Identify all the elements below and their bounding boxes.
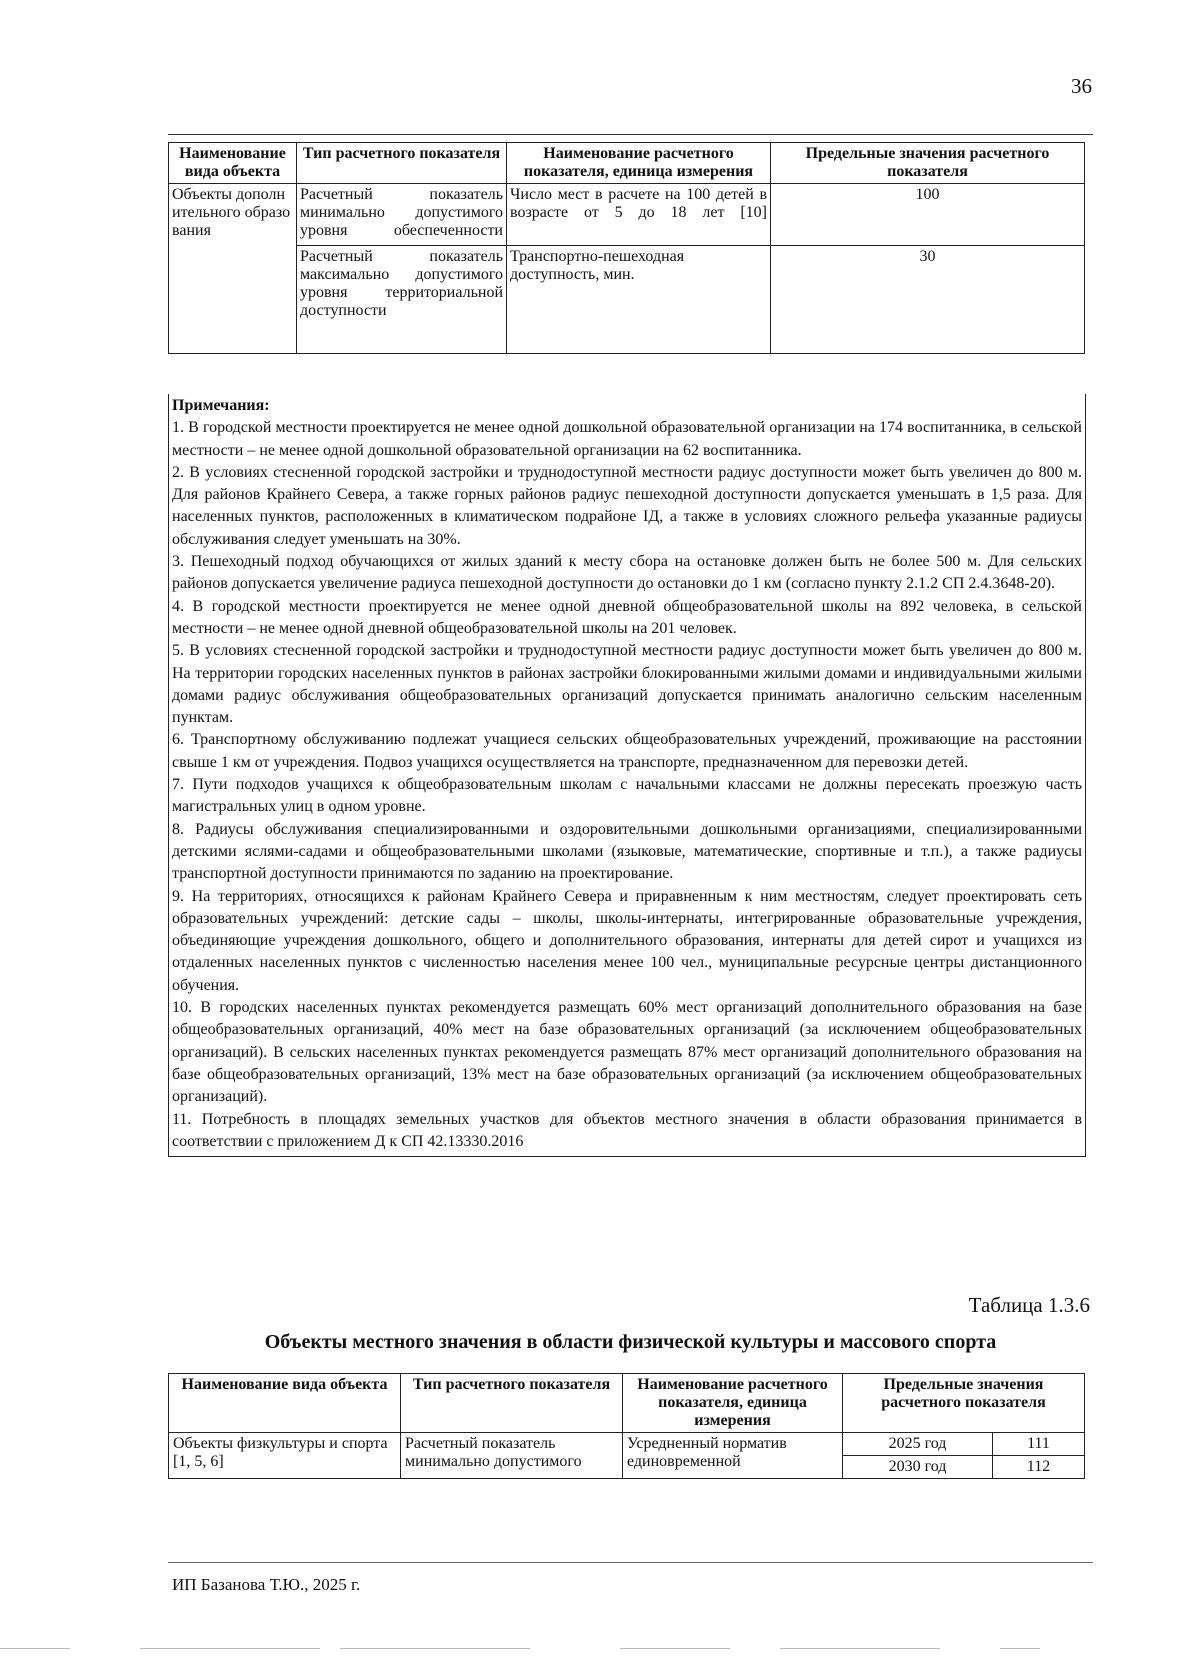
notes-title: Примечания: bbox=[172, 397, 270, 414]
notes-block bbox=[168, 394, 1086, 1157]
header-limit-values: Предельные значения расчетного показателя bbox=[771, 143, 1085, 184]
header-indicator-name: Наименование расчетного показателя, единица измерения bbox=[623, 1374, 843, 1433]
indicator-type-cell: Расчетный показатель минимально допустимого уровня обеспеченности bbox=[297, 184, 507, 246]
note-item: 1. В городской местности проектируется не менее одной дошкольной образовательной организации на 174 воспитанника, в сельской местности – не менее одной дошкольной образовательной организации на 62 воспитанника. bbox=[172, 419, 1082, 459]
sport-table bbox=[168, 1373, 1085, 1479]
year-cell: 2030 год bbox=[843, 1456, 993, 1479]
note-item: 9. На территориях, относящихся к районам Крайнего Севера и приравненным к ним местностям, следует проектировать сеть образовательных учреждений: детские сады – школы, школы-интернаты, интегрированные образовательные учреждения, объединяющие учреждения дошкольного, общего и дополнительного образования, интернаты для детей сирот и учащихся из отдаленных населенных пунктов с численностью населения менее 100 чел., муниципальные ресурсные центры дистанционного обучения. bbox=[172, 887, 1082, 994]
note-item: 6. Транспортному обслуживанию подлежат учащиеся сельских общеобразовательных учреждений, проживающие на расстоянии свыше 1 км от учреждения. Подвоз учащихся осуществляется на транспорте, предназначенном для перевозки детей. bbox=[172, 731, 1082, 771]
note-item: 3. Пешеходный подход обучающихся от жилых зданий к месту сбора на остановке должен быть не более 500 м. Для сельских районов допускается увеличение радиуса пешеходной доступности до остановки до 1 км (согласно пункту 2.1.2 СП 2.4.3648-20). bbox=[172, 553, 1082, 593]
table-header-row bbox=[169, 1374, 1085, 1433]
note-item: 7. Пути подходов учащихся к общеобразовательным школам с начальными классами не должны пересекать проезжую часть магистральных улиц в одном уровне. bbox=[172, 776, 1082, 816]
year-cell: 2025 год bbox=[843, 1433, 993, 1456]
header-indicator-type: Тип расчетного показателя bbox=[401, 1374, 623, 1433]
value-cell: 111 bbox=[993, 1433, 1085, 1456]
footer-text: ИП Базанова Т.Ю., 2025 г. bbox=[172, 1575, 361, 1594]
limit-value-cell: 100 bbox=[771, 184, 1085, 246]
indicator-type-cell: Расчетный показатель максимально допустимого уровня территориальной доступности bbox=[297, 246, 507, 354]
indicator-name-cell: Транспортно-пешеходная доступность, мин. bbox=[507, 246, 771, 354]
object-name-cell: Объекты физкультуры и спорта [1, 5, 6] bbox=[169, 1433, 401, 1479]
indicator-name-cell: Усредненный норматив единовременной bbox=[623, 1433, 843, 1479]
table-header-row bbox=[169, 143, 1085, 184]
header-object-name: Наименование вида объекта bbox=[169, 1374, 401, 1433]
header-indicator-type: Тип расчетного показателя bbox=[297, 143, 507, 184]
note-item: 11. Потребность в площадях земельных участков для объектов местного значения в области образования принимается в соответствии с приложением Д к СП 42.13330.2016 bbox=[172, 1110, 1082, 1150]
header-limit-values: Предельные значения расчетного показателя bbox=[843, 1374, 1085, 1433]
note-item: 8. Радиусы обслуживания специализированными и оздоровительными дошкольными организациями, специализированными детскими яслями-садами и общеобразовательными школами (языковые, математические, спортивные и т.п.), а также радиусы транспортной доступности принимаются по заданию на проектирование. bbox=[172, 820, 1082, 883]
scan-edge-marks bbox=[0, 1648, 1200, 1650]
table-row bbox=[169, 246, 1085, 354]
value-cell: 112 bbox=[993, 1456, 1085, 1479]
note-item: 5. В условиях стесненной городской застройки и труднодоступной местности радиус доступности может быть увеличен до 800 м. На территории городских населенных пунктов в районах застройки блокированными жилыми домами и индивидуальными жилыми домами радиус обслуживания общеобразовательных организаций допускается принимать аналогично сельским населенным пунктам. bbox=[172, 642, 1082, 727]
table-row bbox=[169, 184, 1085, 246]
indicator-type-cell: Расчетный показатель минимально допустимого bbox=[401, 1433, 623, 1479]
note-item: 10. В городских населенных пунктах рекомендуется размещать 60% мест организаций дополнительного образования на базе общеобразовательных организаций, 40% мест на базе образовательных организаций (за исключением общеобразовательных организаций). В сельских населенных пунктах рекомендуется размещать 87% мест организаций дополнительного образования на базе общеобразовательных организаций, 13% мест на базе образовательных организаций (за исключением общеобразовательных организаций). bbox=[172, 999, 1082, 1106]
education-table bbox=[168, 142, 1085, 354]
top-rule bbox=[168, 134, 1093, 135]
object-name-cell: Объекты дополнительного образования bbox=[169, 184, 297, 354]
table-title: Объекты местного значения в области физической культуры и массового спорта bbox=[264, 1331, 997, 1353]
indicator-name-cell: Число мест в расчете на 100 детей в возрасте от 5 до 18 лет [10] bbox=[507, 184, 771, 246]
limit-value-cell: 30 bbox=[771, 246, 1085, 354]
table-caption: Таблица 1.3.6 bbox=[968, 1293, 1090, 1317]
table-row bbox=[169, 1433, 1085, 1456]
header-object-name: Наименование вида объекта bbox=[169, 143, 297, 184]
note-item: 2. В условиях стесненной городской застройки и труднодоступной местности радиус доступности может быть увеличен до 800 м. Для районов Крайнего Севера, а также горных районов радиус пешеходной доступности допускается уменьшать в 1,5 раза. Для населенных пунктов, расположенных в климатическом подрайоне IД, а также в условиях сложного рельефа указанные радиусы обслуживания следует уменьшать на 30%. bbox=[172, 463, 1082, 548]
header-indicator-name: Наименование расчетного показателя, единица измерения bbox=[507, 143, 771, 184]
footer-rule bbox=[168, 1562, 1093, 1563]
note-item: 4. В городской местности проектируется не менее одной дневной общеобразовательной школы на 892 человека, в сельской местности – не менее одной дневной общеобразовательной школы на 201 человек. bbox=[172, 597, 1082, 637]
page-number: 36 bbox=[1071, 74, 1092, 98]
